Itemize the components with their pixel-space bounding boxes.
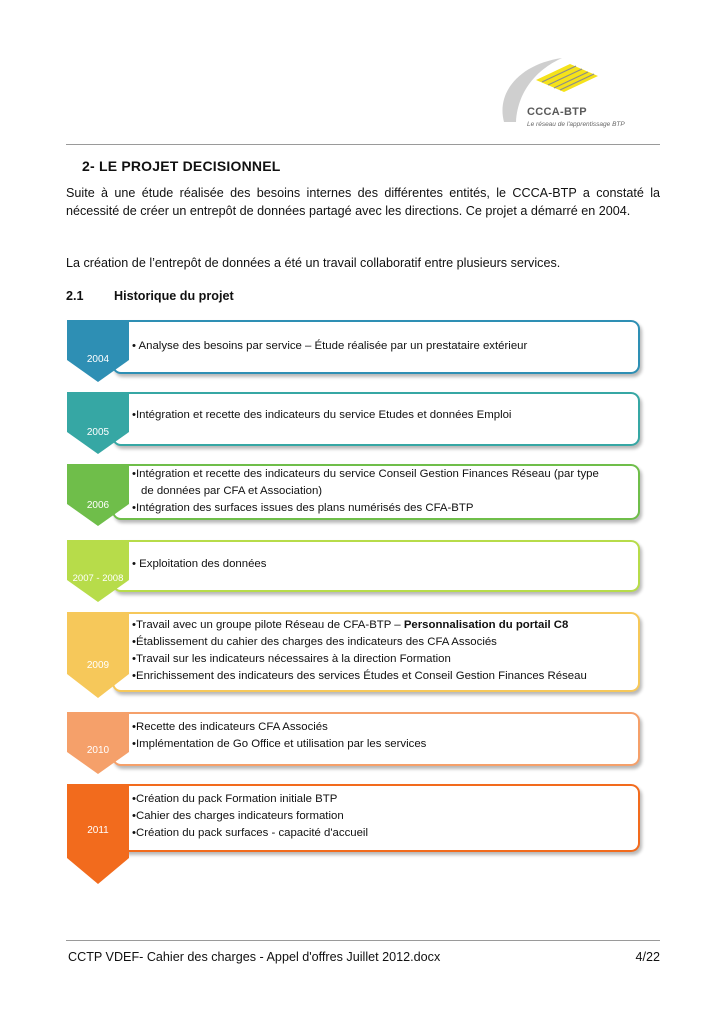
- timeline-chevron-2007-2008: [67, 540, 129, 602]
- timeline-year-2010: 2010: [86, 745, 110, 756]
- timeline-item: •Cahier des charges indicateurs formation: [132, 810, 344, 822]
- timeline-year-2006: 2006: [86, 500, 110, 511]
- subsection-title: Historique du projet: [114, 289, 234, 303]
- timeline-text-2004: [132, 338, 527, 355]
- timeline-text-2010: [132, 719, 426, 753]
- timeline-item: •Travail sur les indicateurs nécessaires à la direction Formation: [132, 653, 451, 665]
- timeline-chevron-2005: [67, 392, 129, 454]
- collaboration-paragraph: La création de l’entrepôt de données a été un travail collaboratif entre plusieurs services.: [66, 256, 561, 270]
- timeline-item: •Intégration des surfaces issues des plans numérisés des CFA-BTP: [132, 502, 474, 514]
- subsection-number: 2.1: [66, 289, 84, 303]
- footer-divider: [66, 940, 660, 941]
- timeline-text-2011: [132, 791, 368, 842]
- timeline-item: •Création du pack surfaces - capacité d'accueil: [132, 827, 368, 839]
- logo-tagline: Le réseau de l'apprentissage BTP: [527, 121, 625, 128]
- timeline-year-2011: 2011: [87, 825, 109, 836]
- timeline-item-continuation: de données par CFA et Association): [141, 485, 323, 497]
- timeline-chevron-2009: [67, 612, 129, 698]
- timeline-item-bold: Personnalisation du portail C8: [403, 619, 569, 631]
- timeline-item: •Recette des indicateurs CFA Associés: [132, 721, 328, 733]
- timeline-chevron-2004: [67, 320, 129, 382]
- timeline-text-2005: [132, 407, 511, 424]
- footer-page-number: 4/22: [635, 950, 660, 964]
- logo-name: CCCA-BTP: [527, 106, 587, 118]
- intro-paragraph: Suite à une étude réalisée des besoins internes des différentes entités, le CCCA-BTP a constaté la nécessité de créer un entrepôt de données partagé avec les directions. Ce projet a démarré en 2004.: [66, 186, 660, 218]
- timeline-chevron-2010: [67, 712, 129, 774]
- timeline-text-2007-2008: [132, 556, 266, 573]
- timeline-year-2009: 2009: [86, 660, 110, 671]
- header-divider: [66, 144, 660, 145]
- logo-yellow-tile: [536, 64, 598, 92]
- timeline-item: •Enrichissement des indicateurs des services Études et Conseil Gestion Finances Réseau: [132, 670, 587, 682]
- timeline-item: •Création du pack Formation initiale BTP: [132, 793, 338, 805]
- timeline-text-2006: [132, 466, 599, 517]
- timeline-item: •Intégration et recette des indicateurs du service Etudes et données Emploi: [132, 409, 512, 421]
- timeline-item: [132, 617, 587, 634]
- timeline-item: • Analyse des besoins par service – Étude réalisée par un prestataire extérieur: [132, 340, 528, 352]
- timeline-year-2005: 2005: [86, 427, 110, 438]
- footer-document-name: CCTP VDEF- Cahier des charges - Appel d'offres Juillet 2012.docx: [68, 950, 441, 964]
- timeline-year-2007-2008: 2007 - 2008: [72, 573, 124, 584]
- timeline-chevron-2006: [67, 464, 129, 526]
- timeline-item: • Exploitation des données: [132, 558, 267, 570]
- timeline-item-text: •Travail avec un groupe pilote Réseau de CFA-BTP –: [132, 619, 404, 631]
- timeline-item: •Établissement du cahier des charges des indicateurs des CFA Associés: [132, 636, 497, 648]
- timeline-text-2009: [132, 617, 587, 685]
- timeline-item: •Implémentation de Go Office et utilisation par les services: [132, 738, 427, 750]
- timeline-year-2004: 2004: [86, 354, 110, 365]
- section-heading: 2- LE PROJET DECISIONNEL: [82, 158, 281, 174]
- timeline-item: •Intégration et recette des indicateurs du service Conseil Gestion Finances Réseau (par type: [132, 468, 599, 480]
